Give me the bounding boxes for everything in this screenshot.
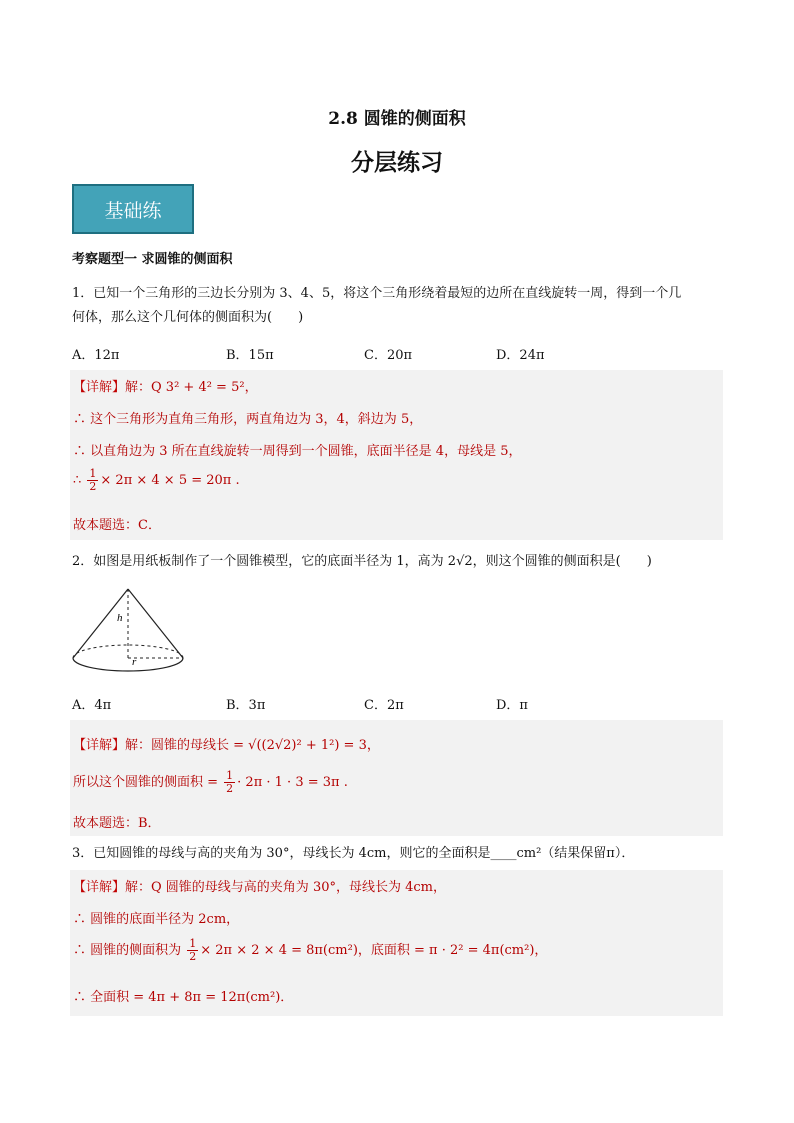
- option-a: A．12π: [72, 348, 120, 363]
- fraction-numerator: 1: [89, 467, 97, 480]
- solution-2-line-2: [73, 770, 348, 795]
- question-3: 3．已知圆锥的母线与高的夹角为 30°，母线长为 4cm，则它的全面积是____cm²（结果保留π）．: [72, 846, 635, 861]
- solution-1-prefix: ∴: [73, 473, 86, 488]
- solution-3-text-1: 解：Q 圆锥的母线与高的夹角为 30°，母线长为 4cm，: [125, 880, 446, 895]
- level-badge: 基础练: [72, 184, 194, 234]
- option-b: B．3π: [226, 698, 266, 713]
- solution-2-answer: 故本题选：B．: [73, 816, 161, 831]
- fraction: [187, 938, 198, 963]
- solution-2-line-1: [73, 734, 380, 753]
- option-a: A．4π: [72, 698, 112, 713]
- fraction-denominator: 2: [89, 480, 97, 493]
- solution-1: [70, 370, 723, 540]
- option-c: C．20π: [364, 348, 413, 363]
- question-1-line-1: 1．已知一个三角形的三边长分别为 3、4、5，将这个三角形绕着最短的边所在直线旋转一周，得到一个几: [72, 286, 682, 301]
- solution-3-line-1: [73, 876, 446, 895]
- solution-1-line-2: ∴ 这个三角形为直角三角形，两直角边为 3，4，斜边为 5，: [73, 412, 423, 427]
- question-1-line-2: 何体，那么这个几何体的侧面积为( ): [72, 310, 304, 325]
- solution-1-line-1: [73, 376, 258, 395]
- solution-1-answer: 故本题选：C．: [73, 518, 161, 533]
- fraction-numerator: 1: [226, 769, 234, 782]
- option-d: D．π: [496, 698, 528, 713]
- fraction: [224, 770, 235, 795]
- radius-label: r: [132, 656, 137, 668]
- solution-3-line-4: ∴ 全面积 = 4π + 8π = 12π(cm²)．: [73, 990, 294, 1005]
- solution-3-line-2: ∴ 圆锥的底面半径为 2cm，: [73, 912, 240, 927]
- solution-2-rest: · 2π · 1 · 3 = 3π .: [237, 775, 348, 790]
- solution-3-line-3: [73, 938, 547, 963]
- solution-3-prefix: ∴ 圆锥的侧面积为: [73, 943, 186, 958]
- solution-2-text-1: 解：圆锥的母线长 = √((2√2)² + 1²) = 3，: [125, 738, 380, 753]
- solution-2-prefix: 所以这个圆锥的侧面积 =: [73, 775, 223, 790]
- fraction-denominator: 2: [226, 782, 234, 795]
- fraction: [87, 468, 98, 493]
- cone-figure: [70, 585, 186, 680]
- solution-tag: 【详解】: [73, 880, 126, 895]
- solution-1-rest: × 2π × 4 × 5 = 20π .: [100, 473, 240, 488]
- height-label: h: [117, 612, 123, 624]
- question-2: 2．如图是用纸板制作了一个圆锥模型，它的底面半径为 1，高为 2√2，则这个圆锥的侧面积是( ): [72, 554, 652, 569]
- question-1-options: [72, 344, 728, 364]
- solution-3-rest: × 2π × 2 × 4 = 8π(cm²)，底面积 = π · 2² = 4π(cm²)，: [200, 943, 548, 958]
- document-title: 2.8 圆锥的侧面积: [328, 109, 466, 129]
- solution-2: [70, 720, 723, 836]
- question-2-options: [72, 694, 728, 714]
- option-d: D．24π: [496, 348, 545, 363]
- option-c: C．2π: [364, 698, 404, 713]
- section-heading: 考察题型一 求圆锥的侧面积: [72, 252, 233, 267]
- solution-tag: 【详解】: [73, 380, 126, 395]
- document-subtitle: 分层练习: [351, 149, 443, 176]
- solution-1-line-4: [73, 468, 240, 493]
- solution-1-text-1: 解：Q 3² + 4² = 5²，: [125, 380, 258, 395]
- question-1: [72, 282, 728, 330]
- solution-tag: 【详解】: [73, 738, 126, 753]
- option-b: B．15π: [226, 348, 274, 363]
- fraction-denominator: 2: [189, 950, 197, 963]
- solution-1-line-3: ∴ 以直角边为 3 所在直线旋转一周得到一个圆锥，底面半径是 4，母线是 5，: [73, 444, 522, 459]
- solution-3: [70, 870, 723, 1016]
- fraction-numerator: 1: [189, 937, 197, 950]
